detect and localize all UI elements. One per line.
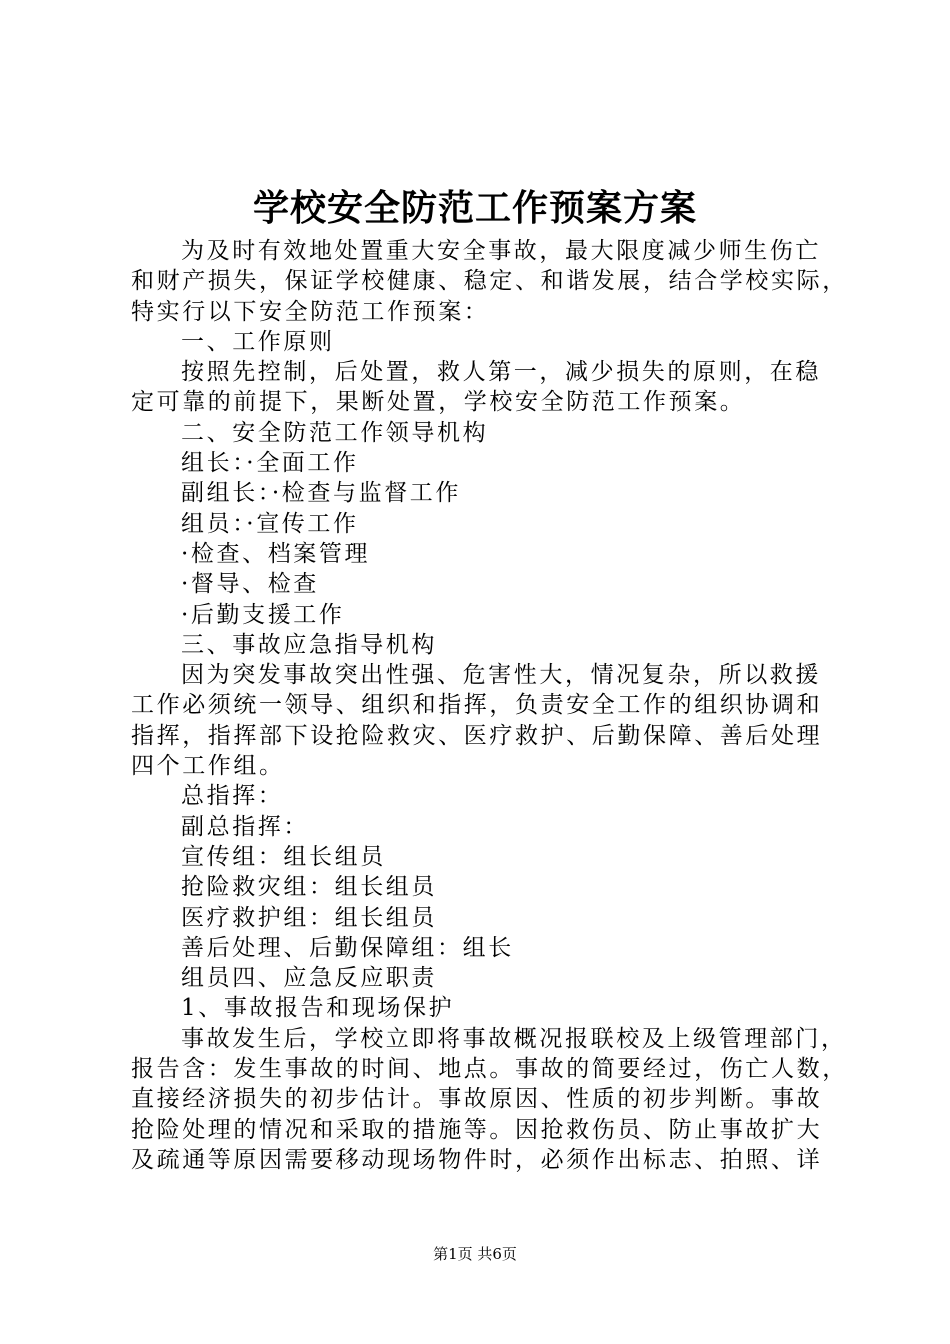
text-line: 二、安全防范工作领导机构: [181, 419, 489, 446]
text-line: 工作必须统一领导、组织和指挥，负责安全工作的组织协调和: [131, 692, 823, 719]
text-line: 副组长：·检查与监督工作: [181, 480, 462, 507]
text-line: 总指挥：: [181, 783, 284, 810]
text-line: 事故发生后，学校立即将事故概况报联校及上级管理部门，: [181, 1025, 847, 1052]
text-line: 宣传组：组长组员: [181, 843, 386, 870]
text-line: 医疗救护组：组长组员: [181, 904, 437, 931]
text-line: 为及时有效地处置重大安全事故，最大限度减少师生伤亡: [181, 238, 821, 264]
text-line: 按照先控制，后处置，救人第一，减少损失的原则，在稳: [181, 359, 821, 386]
text-line: 善后处理、后勤保障组：组长: [181, 934, 514, 961]
text-line: 报告含：发生事故的时间、地点。事故的简要经过，伤亡人数，: [131, 1056, 848, 1083]
document-body: [131, 236, 848, 1175]
text-line: ·督导、检查: [181, 571, 319, 598]
text-line: 组长：·全面工作: [181, 450, 359, 477]
text-line: 指挥，指挥部下设抢险救灾、医疗救护、后勤保障、善后处理: [131, 722, 823, 749]
text-line: 副总指挥：: [181, 813, 309, 840]
text-line: 抢险救灾组：组长组员: [181, 874, 437, 901]
text-line: ·检查、档案管理: [181, 540, 371, 567]
text-line: 和财产损失，保证学校健康、稳定、和谐发展，结合学校实际，: [131, 268, 848, 295]
page-footer: 第1页 共6页: [433, 1245, 517, 1263]
text-line: 一、工作原则: [181, 328, 335, 355]
text-line: 1、事故报告和现场保护: [181, 995, 455, 1022]
text-line: 四个工作组。: [131, 753, 285, 780]
text-line: 直接经济损失的初步估计。事故原因、性质的初步判断。事故: [131, 1086, 823, 1113]
text-line: 组员四、应急反应职责: [181, 965, 437, 992]
text-line: ·后勤支援工作: [181, 601, 345, 628]
text-line: 组员：·宣传工作: [181, 510, 359, 537]
text-line: 抢险处理的情况和采取的措施等。因抢救伤员、防止事故扩大: [131, 1116, 823, 1143]
text-line: 及疏通等原因需要移动现场物件时，必须作出标志、拍照、详: [131, 1146, 823, 1173]
text-line: 三、事故应急指导机构: [181, 631, 437, 658]
text-line: 特实行以下安全防范工作预案：: [131, 298, 490, 325]
text-line: 定可靠的前提下，果断处置，学校安全防范工作预案。: [131, 389, 746, 416]
text-line: 因为突发事故突出性强、危害性大，情况复杂，所以救援: [181, 662, 821, 689]
document-title: 学校安全防范工作预案方案: [252, 187, 697, 229]
